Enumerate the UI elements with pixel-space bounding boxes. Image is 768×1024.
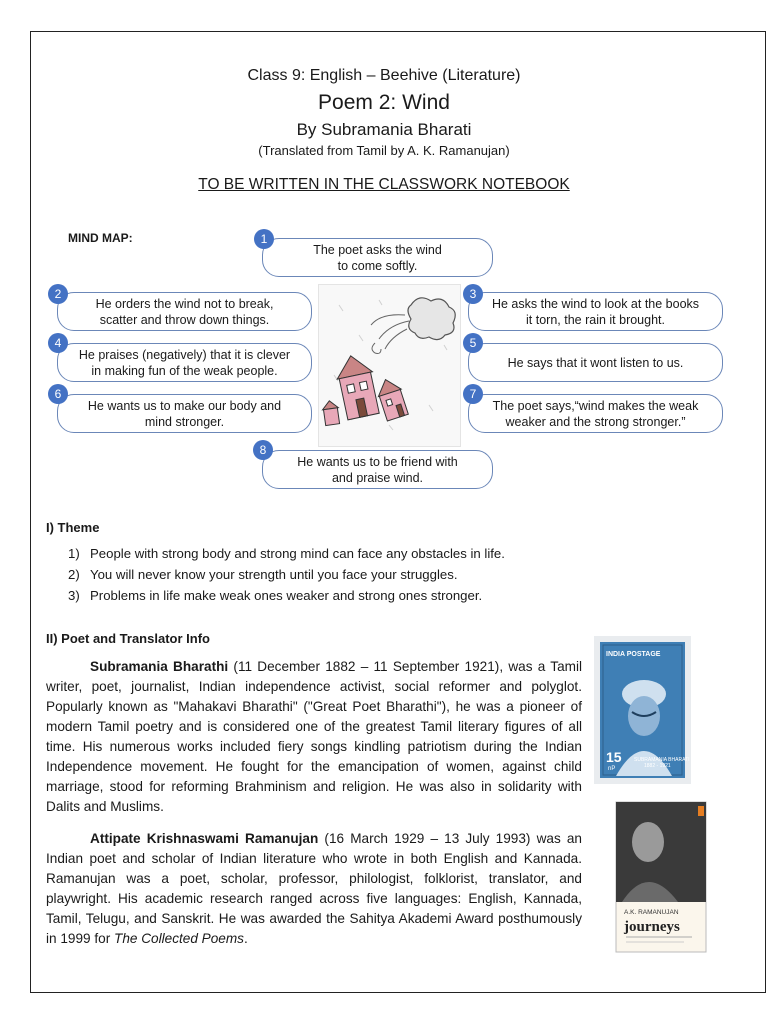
book-title: journeys: [624, 919, 680, 935]
list-text: People with strong body and strong mind can face any obstacles in life.: [90, 546, 505, 561]
ramanujan-name: Attipate Krishnaswami Ramanujan: [90, 831, 319, 846]
book-author: A.K. RAMANUJAN: [624, 909, 679, 916]
stamp-top-text: INDIA POSTAGE: [606, 651, 661, 658]
list-item: [68, 585, 505, 606]
notebook-instruction: TO BE WRITTEN IN THE CLASSWORK NOTEBOOK: [198, 176, 570, 193]
mind-map-node-1: The poet asks the wind to come softly.: [262, 238, 493, 277]
node-number-5: 5: [463, 333, 483, 353]
bharathi-paragraph: [46, 657, 582, 817]
mind-map-node-8: He wants us to be friend with and praise wind.: [262, 450, 493, 489]
stamp-caption: SUBRAMANIA BHARATI: [634, 757, 690, 763]
info-heading: II) Poet and Translator Info: [46, 631, 210, 646]
stamp-value: 15: [606, 749, 622, 765]
collected-poems-title: The Collected Poems: [114, 931, 244, 946]
list-number: 2): [68, 567, 80, 582]
node-number-6: 6: [48, 384, 68, 404]
node-number-8: 8: [253, 440, 273, 460]
theme-heading: I) Theme: [46, 520, 100, 535]
mind-map-node-3: He asks the wind to look at the books it torn, the rain it brought.: [468, 292, 723, 331]
list-item: [68, 564, 505, 585]
bharathi-text: (11 December 1882 – 11 September 1921), was a Tamil writer, poet, journalist, Indian independence activist, social reformer and polyglot. Popularly known as "Mahakavi Bharathi" ("Great Poet Bharathi"), he was a pioneer of modern Tamil poetry and is considered one of the greatest Tamil literary figures of all time. His numerous works included fiery songs kindling patriotism during the Indian Independence movement. He fought for the emancipation of women, against child marriage, stood for reforming Brahminism and religion. He was also in solidarity with Dalits and Muslims.: [46, 659, 582, 814]
ramanujan-text: (16 March 1929 – 13 July 1993) was an Indian poet and scholar of Indian literature who wrote in both English and Kannada. Ramanujan was a poet, scholar, professor, philologist, folklorist, translator, and playwright. His academic research ranged across five languages: English, Kannada, Tamil, Telugu, and Sanskrit. He was awarded the Sahitya Akademi Award posthumously in 1999 for: [46, 831, 582, 946]
node-number-1: 1: [254, 229, 274, 249]
node-number-3: 3: [463, 284, 483, 304]
mind-map-node-4: He praises (negatively) that it is clever in making fun of the weak people.: [57, 343, 312, 382]
mind-map-node-7: The poet says,“wind makes the weak weaker and the strong stronger.”: [468, 394, 723, 433]
list-text: Problems in life make weak ones weaker and strong ones stronger.: [90, 588, 483, 603]
stamp-unit: nP: [608, 766, 616, 772]
list-number: 1): [68, 546, 80, 561]
mind-map-node-2: He orders the wind not to break, scatter and throw down things.: [57, 292, 312, 331]
bharathi-name: Subramania Bharathi: [90, 659, 229, 674]
class-line: Class 9: English – Beehive (Literature): [247, 67, 521, 84]
poem-author: By Subramania Bharati: [296, 120, 472, 139]
ramanujan-end: .: [243, 931, 248, 946]
stamp-years: 1882 - 1921: [644, 763, 671, 769]
mind-map-node-5: He says that it wont listen to us.: [468, 343, 723, 382]
node-number-2: 2: [48, 284, 68, 304]
list-item: [68, 543, 505, 564]
theme-list: [68, 543, 505, 606]
list-text: You will never know your strength until you face your struggles.: [90, 567, 458, 582]
page-title: Poem 2: Wind: [318, 91, 450, 114]
wind-illustration: [318, 284, 461, 447]
bharathi-stamp-image: [594, 636, 691, 784]
ramanujan-book-image: [612, 800, 710, 955]
mind-map-node-6: He wants us to make our body and mind stronger.: [57, 394, 312, 433]
translator-note: (Translated from Tamil by A. K. Ramanujan): [258, 143, 510, 158]
node-number-7: 7: [463, 384, 483, 404]
node-number-4: 4: [48, 333, 68, 353]
mind-map-label: MIND MAP:: [68, 231, 133, 245]
ramanujan-paragraph: [46, 829, 582, 949]
list-number: 3): [68, 588, 80, 603]
